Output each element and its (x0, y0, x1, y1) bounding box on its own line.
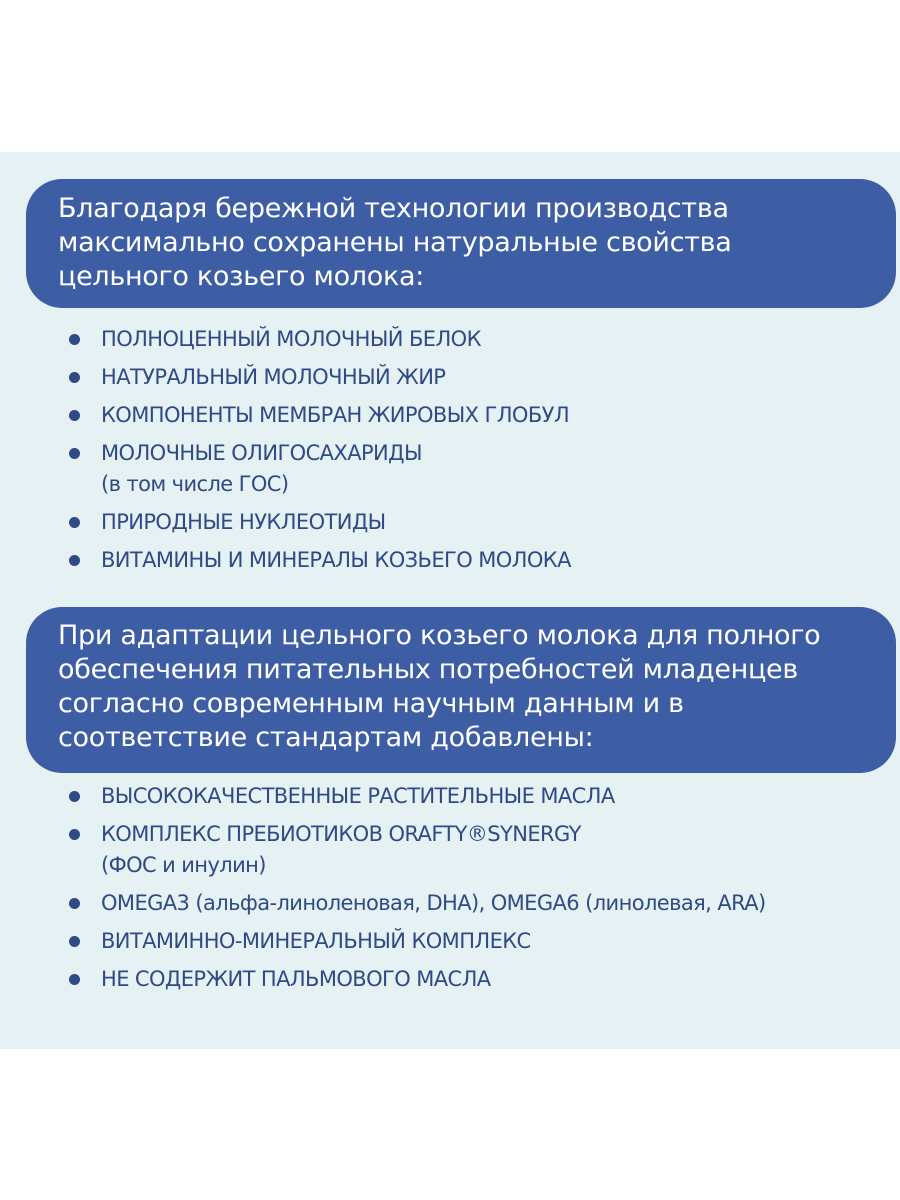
technology-banner (26, 179, 896, 308)
list-item-label: ВЫСОКОКАЧЕСТВЕННЫЕ РАСТИТЕЛЬНЫЕ МАСЛА (101, 784, 615, 808)
bullet-icon (69, 974, 80, 985)
bullet-icon (69, 936, 80, 947)
bullet-icon (69, 372, 80, 383)
bullet-icon (69, 410, 80, 421)
list-item (66, 962, 766, 996)
banner-line: цельного козьего молока: (58, 261, 425, 292)
list-item (66, 817, 766, 882)
bullet-icon (69, 448, 80, 459)
list-item (66, 360, 571, 394)
banner-line: При адаптации цельного козьего молока для полного (58, 620, 821, 651)
bullet-icon (69, 334, 80, 345)
list-item (66, 924, 766, 958)
bullet-icon (69, 791, 80, 802)
list-item-label: НЕ СОДЕРЖИТ ПАЛЬМОВОГО МАСЛА (101, 967, 491, 991)
list-item (66, 322, 571, 356)
list-item-label: КОМПЛЕКС ПРЕБИОТИКОВ ORAFTY®SYNERGY (101, 822, 581, 846)
banner-line: соответствие стандартам добавлены: (58, 722, 594, 753)
banner-line: максимально сохранены натуральные свойства (58, 227, 732, 258)
adaptation-banner (26, 607, 896, 773)
list-item (66, 779, 766, 813)
bullet-icon (69, 517, 80, 528)
natural-properties-list (66, 322, 571, 581)
list-item-label: ПОЛНОЦЕННЫЙ МОЛОЧНЫЙ БЕЛОК (101, 327, 481, 351)
list-item-note: (в том числе ГОС) (101, 472, 289, 496)
list-item-label: ВИТАМИНЫ И МИНЕРАЛЫ КОЗЬЕГО МОЛОКА (101, 548, 571, 572)
bullet-icon (69, 898, 80, 909)
list-item-note: (ФОС и инулин) (101, 853, 266, 877)
list-item-label: OMEGA3 (альфа-линоленовая, DHA), OMEGA6 (линолевая, ARA) (101, 891, 766, 915)
list-item (66, 398, 571, 432)
list-item (66, 436, 571, 501)
bullet-icon (69, 555, 80, 566)
added-components-list (66, 779, 766, 1000)
list-item (66, 886, 766, 920)
banner-line: Благодаря бережной технологии производства (58, 193, 729, 224)
list-item-label: МОЛОЧНЫЕ ОЛИГОСАХАРИДЫ (101, 441, 422, 465)
list-item (66, 543, 571, 577)
list-item-label: ВИТАМИННО-МИНЕРАЛЬНЫЙ КОМПЛЕКС (101, 929, 531, 953)
list-item (66, 505, 571, 539)
list-item-label: НАТУРАЛЬНЫЙ МОЛОЧНЫЙ ЖИР (101, 365, 446, 389)
bullet-icon (69, 829, 80, 840)
list-item-label: ПРИРОДНЫЕ НУКЛЕОТИДЫ (101, 510, 386, 534)
banner-line: согласно современным научным данным и в (58, 688, 684, 719)
banner-line: обеспечения питательных потребностей младенцев (58, 654, 798, 685)
list-item-label: КОМПОНЕНТЫ МЕМБРАН ЖИРОВЫХ ГЛОБУЛ (101, 403, 570, 427)
